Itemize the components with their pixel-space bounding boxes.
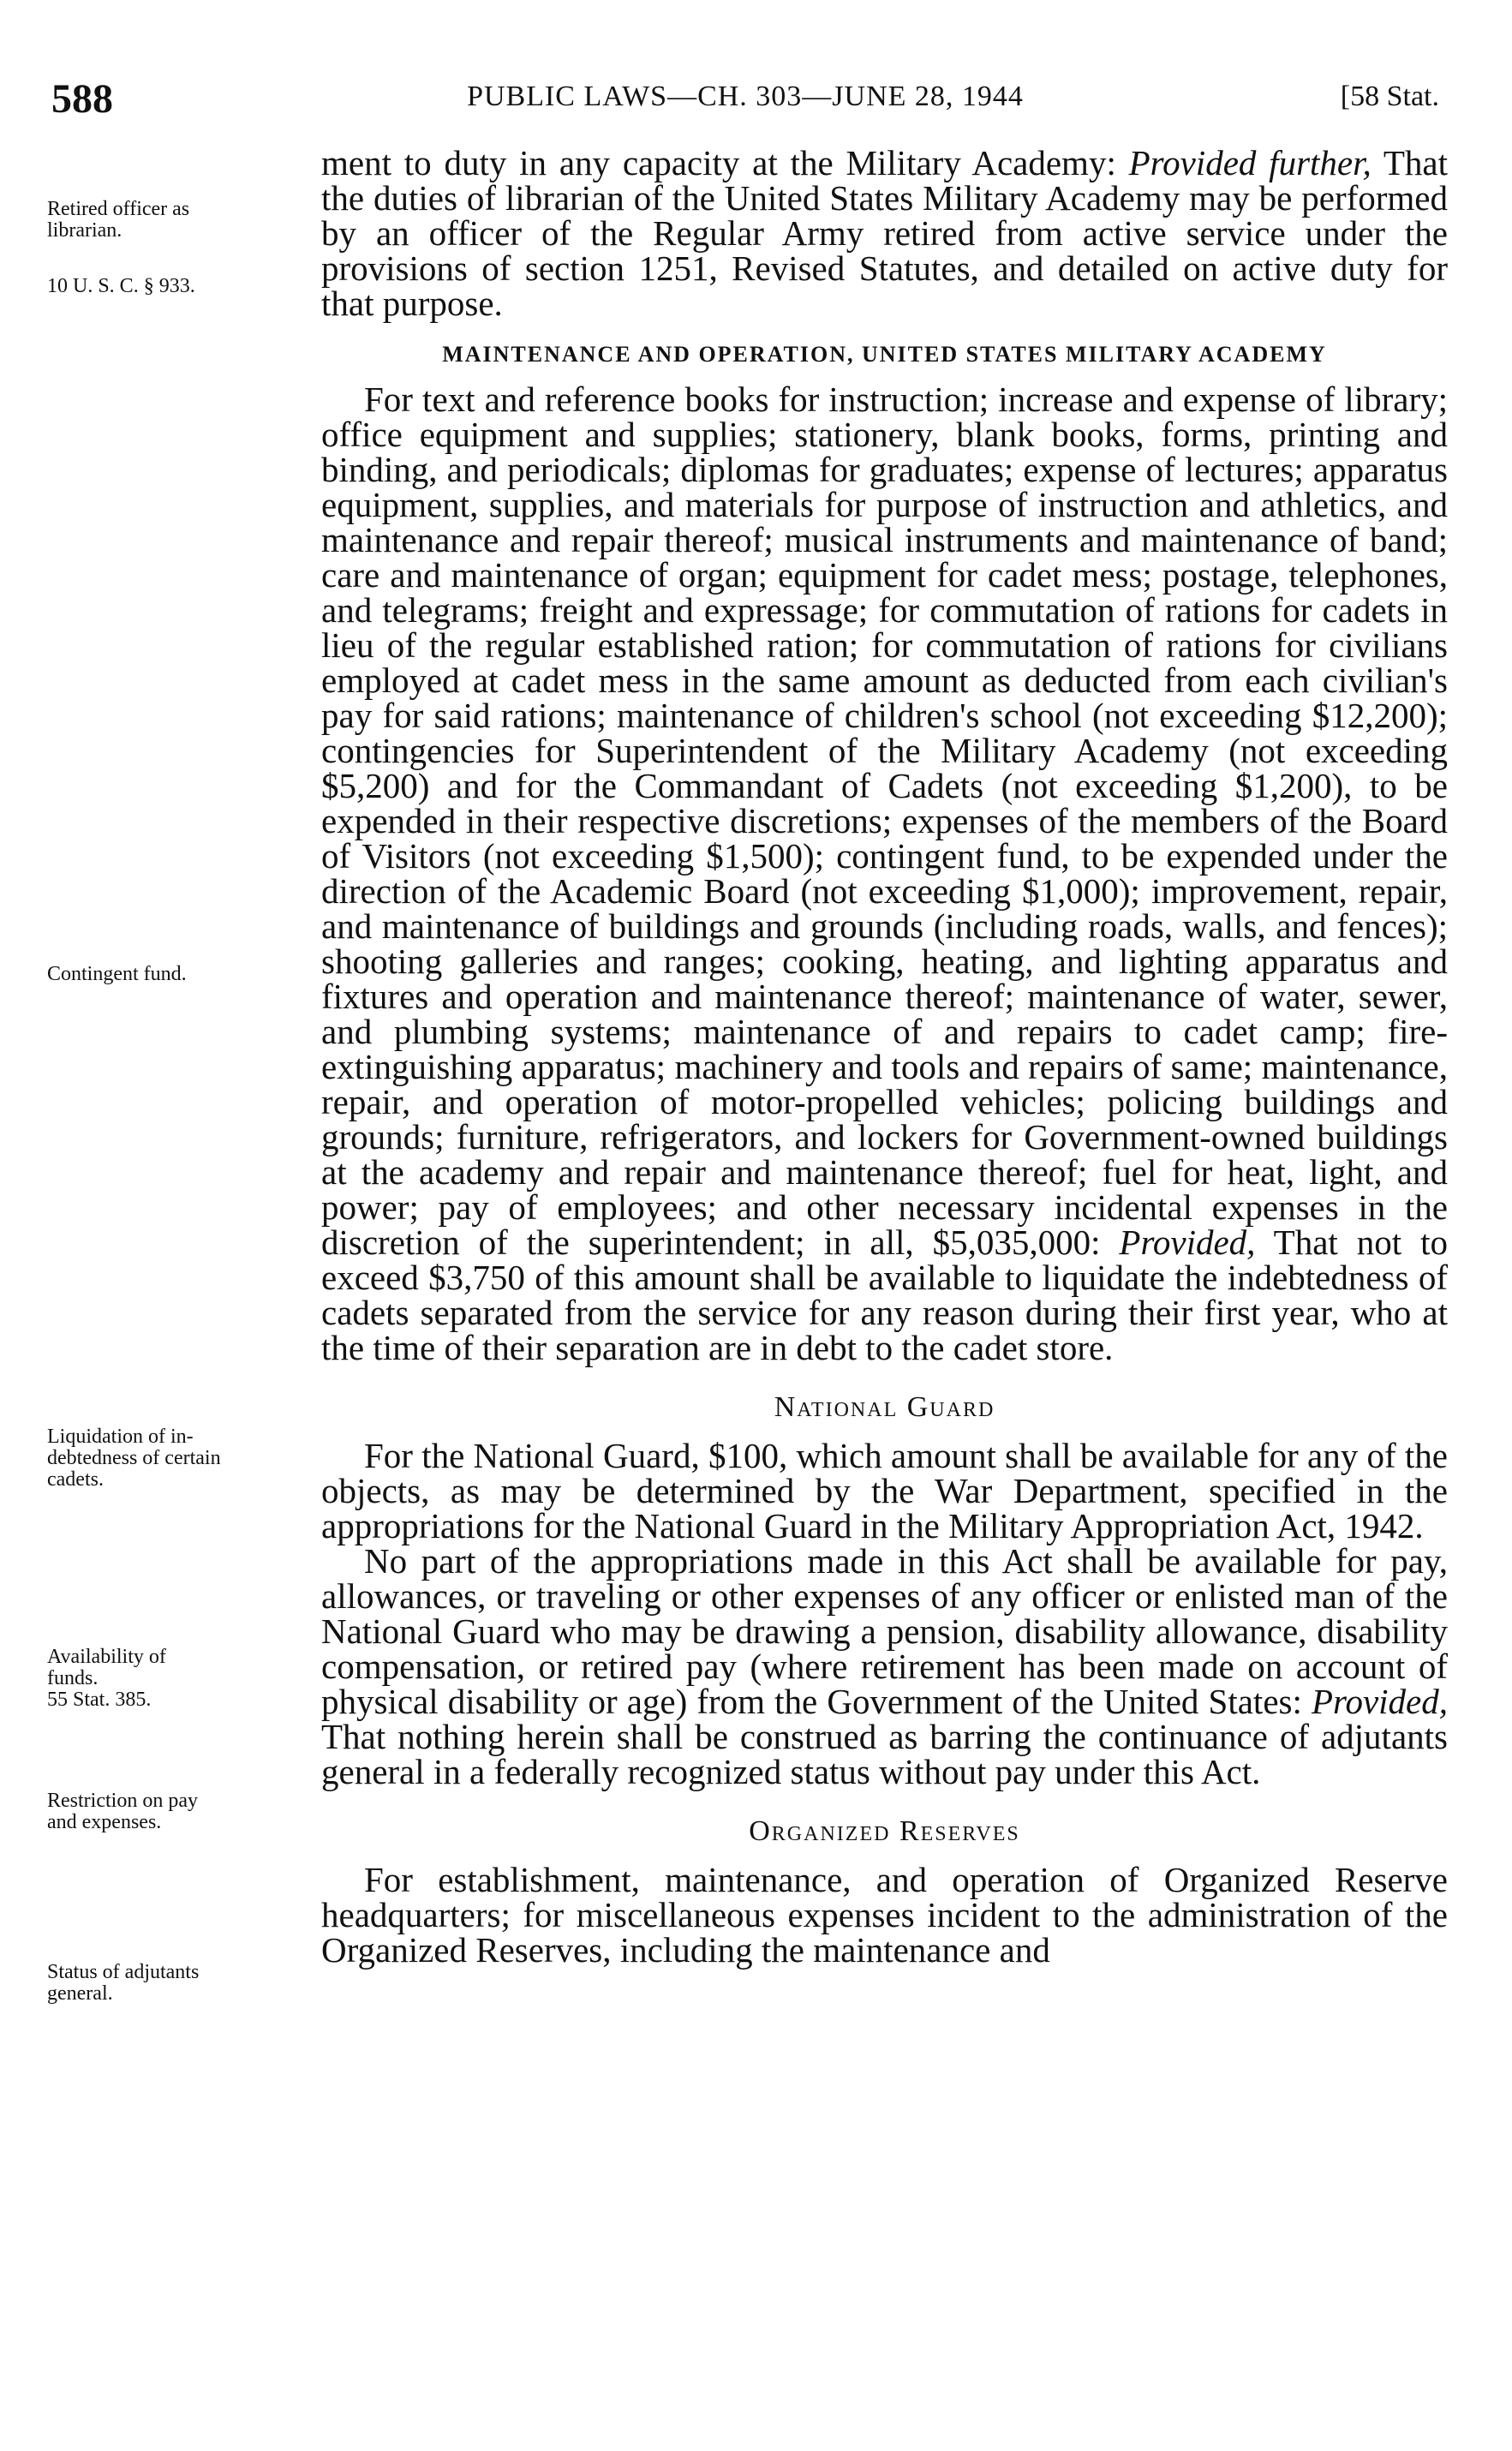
running-title: PUBLIC LAWS—CH. 303—JUNE 28, 1944 <box>467 81 1024 112</box>
text-run: ment to duty in any capacity at the Military Academy: <box>321 143 1129 182</box>
volume-reference: [58 Stat. <box>1340 81 1439 112</box>
text-run: For text and reference books for instruction; increase and expense of library; office equipment and supplies; stationery, blank books, forms, printing and binding, and periodicals; diplomas for graduates; expense of lectures; apparatus equipment, supplies, and materials for purpose of instruction and athletics, and maintenance and repair thereof; musical instruments and maintenance of band; care and maintenance of organ; equipment for cadet mess; postage, telephones, and telegrams; freight and expressage; for commutation of rations for cadets in lieu of the regular established ration; for commutation of rations for civilians employed at cadet mess in the same amount as deducted from each civilian's pay for said rations; maintenance of children's school (not exceeding $12,200); contingencies for Superintendent of the Military Academy (not exceeding $5,200) and for the Commandant of Cadets (not exceeding $1,200), to be expended in their respective discretions; expenses of the members of the Board of Visitors (not exceeding $1,500); contingent fund, to be expended under the direction of the Academic Board (not exceeding $1,000); improvement, repair, and maintenance of buildings and grounds (including roads, walls, and fences); shooting galleries and ranges; cooking, heating, and lighting apparatus and fixtures and operation and maintenance thereof; maintenance of water, sewer, and plumbing systems; maintenance of and repairs to cadet camp; fire-extinguishing apparatus; machinery and tools and repairs of same; maintenance, repair, and operation of motor-propelled vehicles; policing buildings and grounds; furniture, refrigerators, and lockers for Government-owned buildings at the academy and repair and maintenance thereof; fuel for heat, light, and power; pay of employees; and other necessary incidental expenses in the discretion of the superintendent; in all, $5,035,000: <box>321 380 1448 1262</box>
margin-note-usc-ref <box>47 276 304 297</box>
margin-note-line: Restriction on pay <box>47 1790 198 1812</box>
national-guard-paragraph-1: For the National Guard, $100, which amount shall be available for any of the objects, as may be determined by the War Department, specified in the appropriations for the National Guard in the Military Appropriation Act, 1942. <box>321 1436 1448 1545</box>
margin-note-line: 55 Stat. 385. <box>47 1689 152 1711</box>
page-number: 588 <box>51 76 113 122</box>
margin-note-retired-officer <box>47 199 304 242</box>
text-run: No part of the appropriations made in this Act shall be available for pay, allowances, or traveling or other expenses of any officer or enlisted man of the National Guard who may be drawing a pension, disability allowance, disability compensation, or retired pay (where retirement has been made on account of physical disability or age) from the Government of the United States: <box>321 1541 1448 1721</box>
margin-note-contingent-fund <box>47 964 304 985</box>
margin-note-line: cadets. <box>47 1468 104 1491</box>
italic-proviso: Provided, <box>1119 1223 1256 1262</box>
margin-note-line: Status of adjutants <box>47 1961 200 1983</box>
maintenance-heading: MAINTENANCE AND OPERATION, UNITED STATES MILITARY ACADEMY <box>442 342 1327 367</box>
margin-note-line: Availability of <box>47 1646 166 1668</box>
italic-proviso: Provided further, <box>1128 143 1372 182</box>
margin-note-line: Contingent fund. <box>47 963 187 985</box>
intro-paragraph <box>321 143 1448 323</box>
margin-note-line: debtedness of certain <box>47 1447 221 1469</box>
page-header <box>51 75 1439 127</box>
margin-note-line: Retired officer as <box>47 198 190 220</box>
national-guard-heading: National Guard <box>774 1391 995 1423</box>
organized-reserves-paragraph: For establishment, maintenance, and operation of Organized Reserve headquarters; for miscellaneous expenses incident to the administration of the Organized Reserves, including the maintenance and <box>321 1860 1448 1970</box>
text-run: That not to exceed $3,750 of this amount shall be available to liquidate the indebtedness of cadets separated from the service for any reason during their first year, who at the time of their separation are in debt to the cadet store. <box>321 1223 1448 1367</box>
national-guard-paragraph-2 <box>321 1541 1448 1791</box>
body-text <box>321 143 1448 1970</box>
margin-note-line: and expenses. <box>47 1811 162 1833</box>
maintenance-paragraph <box>321 382 1448 1366</box>
margin-note-restriction <box>47 1790 304 1833</box>
italic-proviso: Provided, <box>1311 1682 1448 1721</box>
margin-note-line: funds. <box>47 1667 99 1689</box>
organized-reserves-heading: Organized Reserves <box>749 1815 1020 1847</box>
margin-note-availability <box>47 1647 304 1711</box>
margin-note-line: general. <box>47 1982 113 2005</box>
text-run: That the duties of librarian of the United States Military Academy may be performed by an officer of the Regular Army retired from active service under the provisions of section 1251, Revised Statutes, and detailed on active duty for that purpose. <box>321 143 1448 323</box>
text-run: That nothing herein shall be construed as barring the continuance of adjutants general in a federally recognized status without pay under this Act. <box>321 1717 1448 1791</box>
margin-note-adjutants <box>47 1962 304 2005</box>
margin-note-line: 10 U. S. C. § 933. <box>47 275 195 297</box>
margin-note-liquidation <box>47 1426 304 1491</box>
margin-note-line: librarian. <box>47 219 123 242</box>
margin-note-line: Liquidation of in- <box>47 1426 194 1448</box>
